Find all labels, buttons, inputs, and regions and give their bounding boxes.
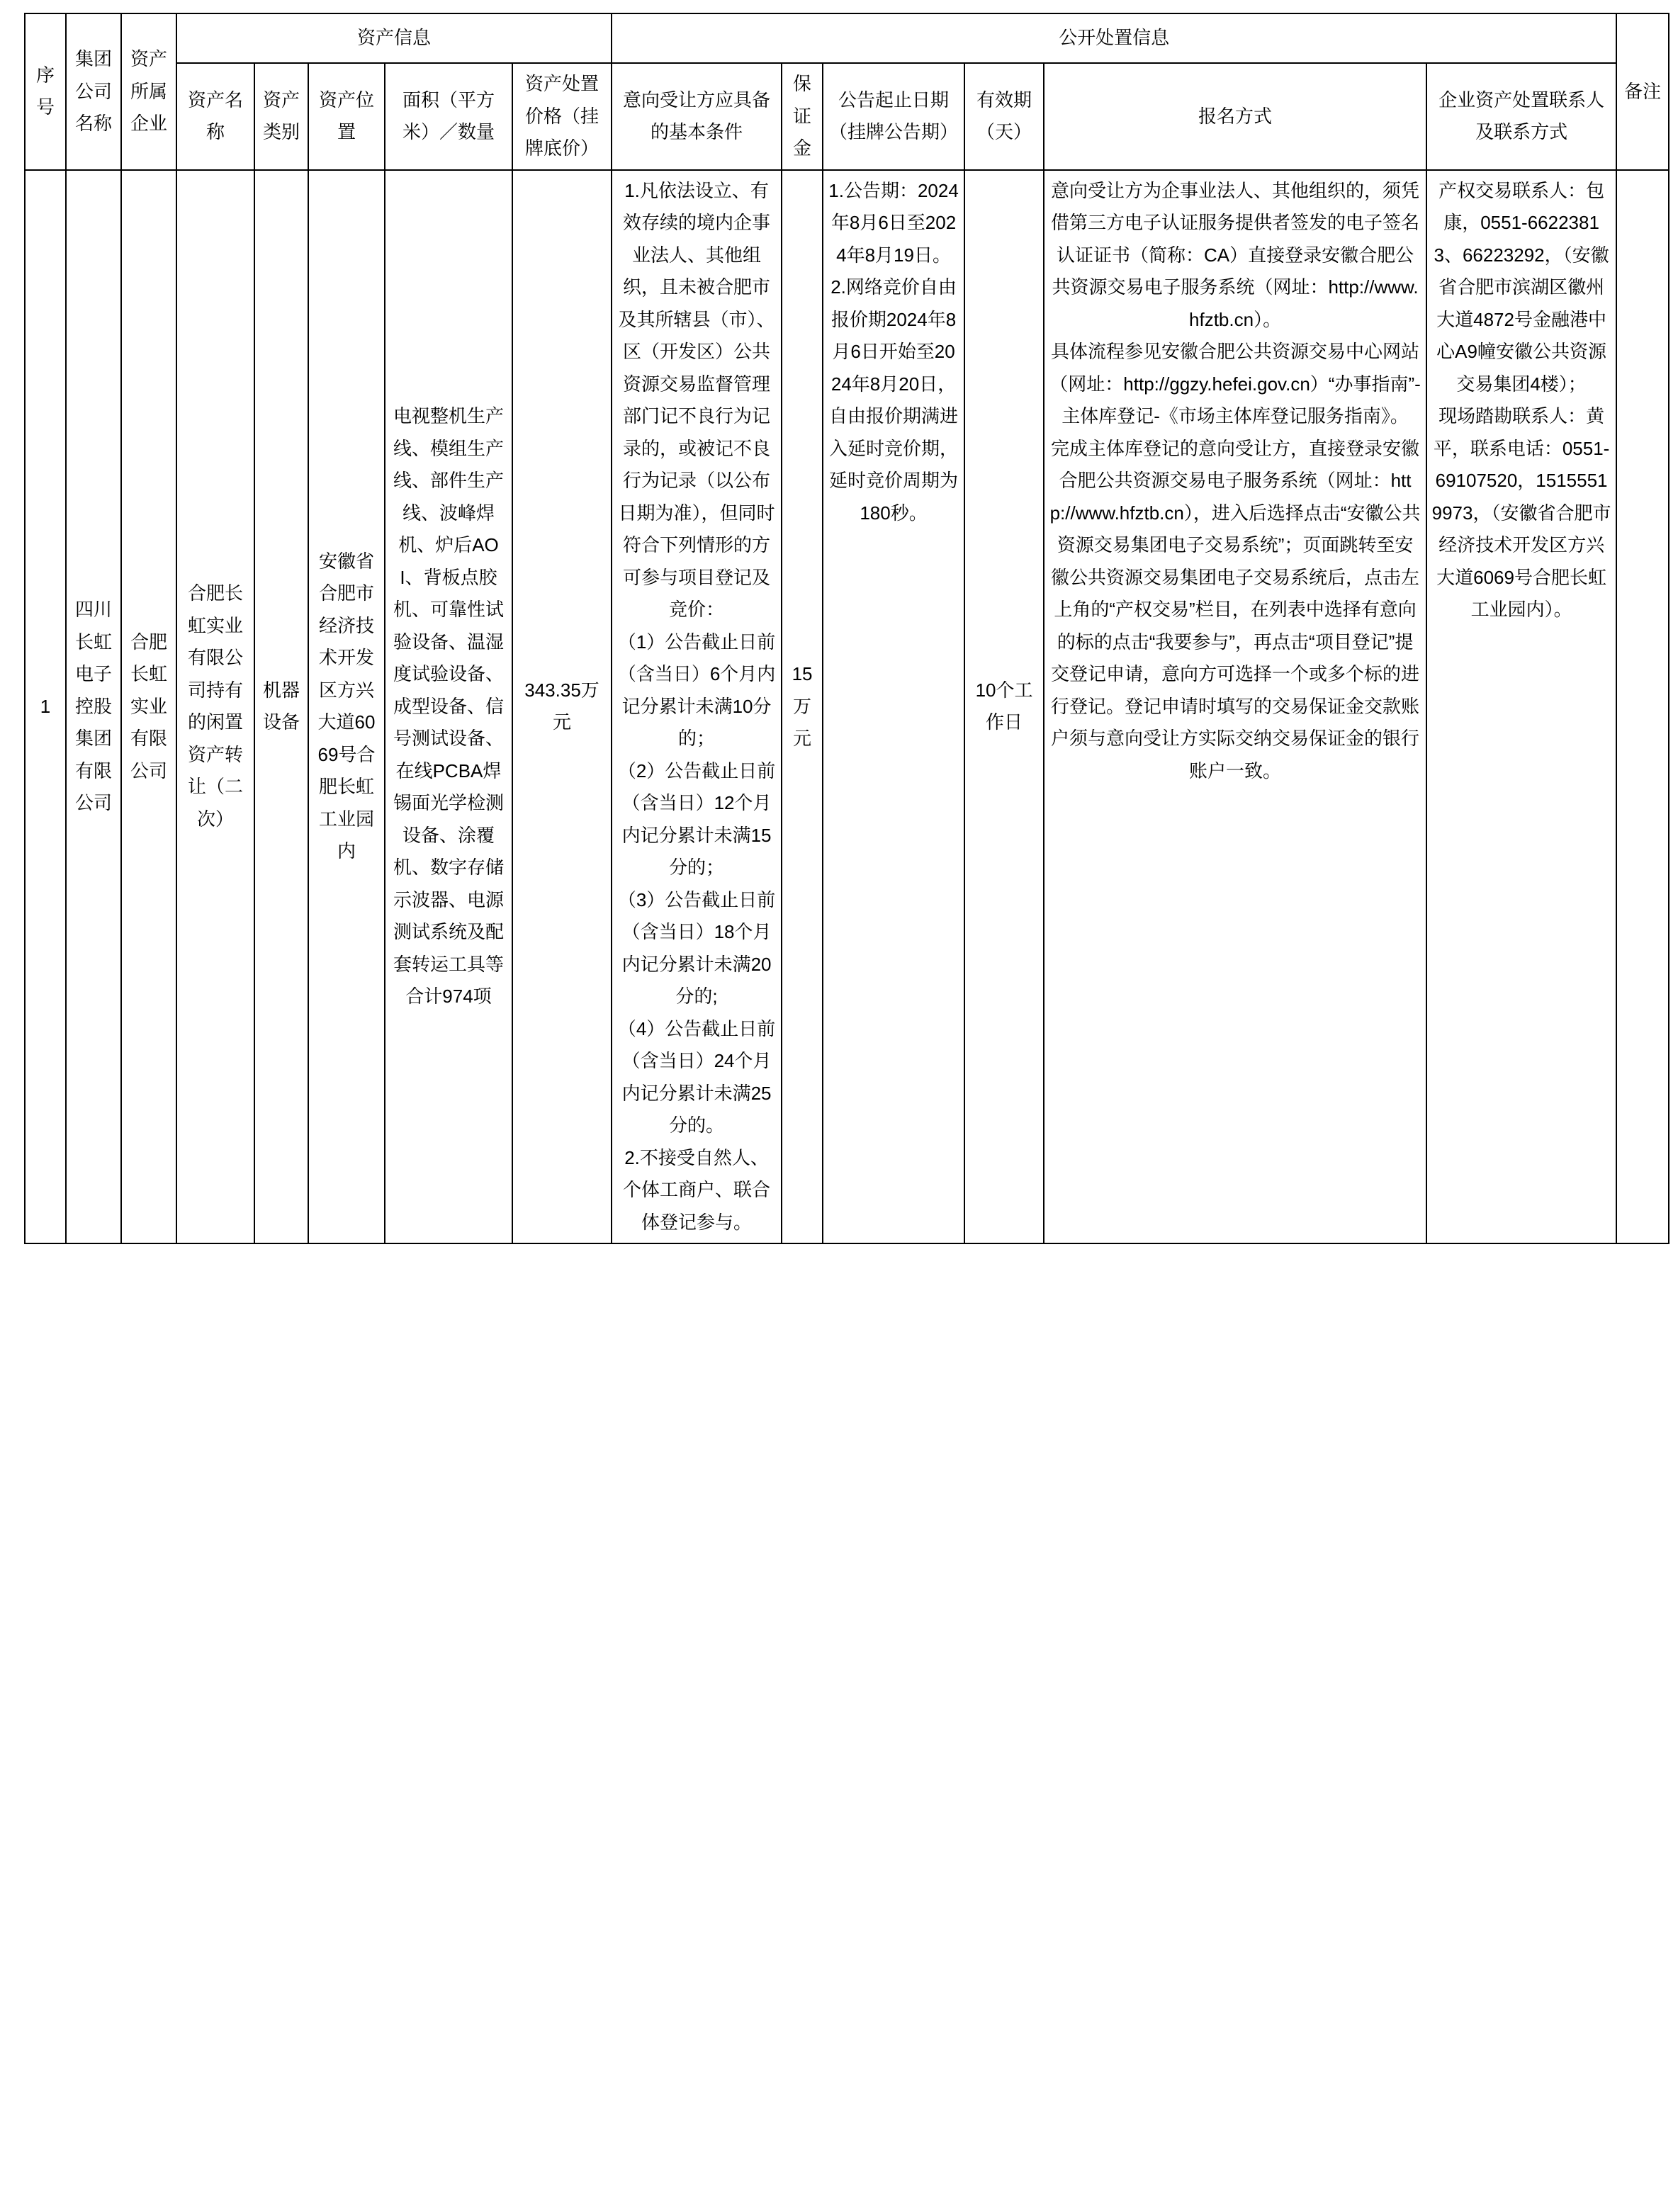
- paragraph: （3）公告截止日前（含当日）18个月内记分累计未满20分的;: [617, 888, 776, 1007]
- paragraph: 1.公告期：2024年8月6日至2024年8月19日。: [828, 179, 959, 266]
- col-header-conditions: 意向受让方应具备的基本条件: [612, 63, 782, 170]
- col-header-valid-days: 有效期（天）: [964, 63, 1044, 170]
- col-header-group-company: 集团公司名称: [66, 13, 121, 170]
- cell-price: 343.35万元: [512, 170, 612, 1244]
- cell-signup: [1044, 170, 1426, 1244]
- table-row: [25, 170, 1669, 1244]
- cell-belong-enterprise: 合肥长虹实业有限公司: [121, 170, 176, 1244]
- col-header-asset-location: 资产位置: [308, 63, 385, 170]
- paragraph: 2.网络竞价自由报价期2024年8月6日开始至2024年8月20日，自由报价期满进入延时竞价期，延时竞价周期为180秒。: [829, 276, 959, 524]
- cell-area-qty: 电视整机生产线、模组生产线、部件生产线、波峰焊机、炉后AOI、背板点胶机、可靠性试验设备、温湿度试验设备、成型设备、信号测试设备、在线PCBA焊锡面光学检测设备、涂覆机、数字存储示波器、电源测试系统及配套转运工具等合计974项: [385, 170, 512, 1244]
- group-header-public-disposal-info: 公开处置信息: [612, 13, 1616, 63]
- cell-remark: [1616, 170, 1669, 1244]
- col-header-asset-name: 资产名称: [176, 63, 254, 170]
- paragraph: 现场踏勘联系人：黄平，联系电话：0551-69107520，15155519973，（安徽省合肥市经济技术开发区方兴大道6069号合肥长虹工业园内）。: [1431, 405, 1611, 620]
- group-header-asset-info: 资产信息: [176, 13, 612, 63]
- col-header-asset-type: 资产类别: [254, 63, 308, 170]
- asset-disposal-table: [24, 13, 1669, 1244]
- col-header-dates: 公告起止日期（挂牌公告期）: [823, 63, 964, 170]
- cell-deposit: 15万元: [782, 170, 823, 1244]
- cell-contact: [1426, 170, 1616, 1244]
- paragraph: 产权交易联系人：包康，0551-66223813、66223292，（安徽省合肥市滨湖区徽州大道4872号金融港中心A9幢安徽公共资源交易集团4楼）；: [1434, 179, 1609, 395]
- cell-conditions: [612, 170, 782, 1244]
- table-header: [25, 13, 1669, 170]
- paragraph: 具体流程参见安徽合肥公共资源交易中心网站（网址：http://ggzy.hefei.gov.cn）“办事指南”-主体库登记-《市场主体库登记服务指南》。: [1049, 341, 1421, 427]
- cell-asset-location: 安徽省合肥市经济技术开发区方兴大道6069号合肥长虹工业园内: [308, 170, 385, 1244]
- table-header-sub-row: [25, 63, 1669, 170]
- cell-dates: [823, 170, 964, 1244]
- cell-seq: 1: [25, 170, 66, 1244]
- paragraph: （1）公告截止日前（含当日）6个月内记分累计未满10分的；: [617, 631, 776, 749]
- col-header-belong-enterprise: 资产所属企业: [121, 13, 176, 170]
- col-header-remark: 备注: [1616, 13, 1669, 170]
- col-header-signup: 报名方式: [1044, 63, 1426, 170]
- col-header-contact: 企业资产处置联系人及联系方式: [1426, 63, 1616, 170]
- cell-asset-type: 机器设备: [254, 170, 308, 1244]
- table-header-group-row: [25, 13, 1669, 63]
- col-header-seq: 序号: [25, 13, 66, 170]
- col-header-price: 资产处置价格（挂牌底价）: [512, 63, 612, 170]
- cell-asset-name: 合肥长虹实业有限公司持有的闲置资产转让（二次）: [176, 170, 254, 1244]
- paragraph: （2）公告截止日前（含当日）12个月内记分累计未满15分的；: [617, 760, 776, 878]
- paragraph: 完成主体库登记的意向受让方，直接登录安徽合肥公共资源交易电子服务系统（网址：http://www.hfztb.cn），进入后选择点击“安徽公共资源交易集团电子交易系统”；页面跳转至安徽公共资源交易集团电子交易系统后，点击左上角的“产权交易”栏目，在列表中选择有意向的标的点击“我要参与”，再点击“项目登记”提交登记申请，意向方可选择一个或多个标的进行登记。登记申请时填写的交易保证金交款账户须与意向受让方实际交纳交易保证金的银行账户一致。: [1049, 437, 1421, 781]
- paragraph: （4）公告截止日前（含当日）24个月内记分累计未满25分的。: [617, 1017, 776, 1136]
- table-body: [25, 170, 1669, 1244]
- cell-valid-days: 10个工作日: [964, 170, 1044, 1244]
- paragraph: 2.不接受自然人、个体工商户、联合体登记参与。: [623, 1146, 771, 1233]
- col-header-deposit: 保证金: [782, 63, 823, 170]
- paragraph: 意向受让方为企事业法人、其他组织的，须凭借第三方电子认证服务提供者签发的电子签名认证证书（简称：CA）直接登录安徽合肥公共资源交易电子服务系统（网址：http://www.hfztb.cn）。: [1051, 179, 1420, 330]
- paragraph: 1.凡依法设立、有效存续的境内企事业法人、其他组织，且未被合肥市及其所辖县（市）、区（开发区）公共资源交易监督管理部门记不良行为记录的，或被记不良行为记录（以公布日期为准），但同时符合下列情形的方可参与项目登记及竞价：: [618, 179, 775, 620]
- col-header-area-qty: 面积（平方米）／数量: [385, 63, 512, 170]
- cell-group-company: 四川长虹电子控股集团有限公司: [66, 170, 121, 1244]
